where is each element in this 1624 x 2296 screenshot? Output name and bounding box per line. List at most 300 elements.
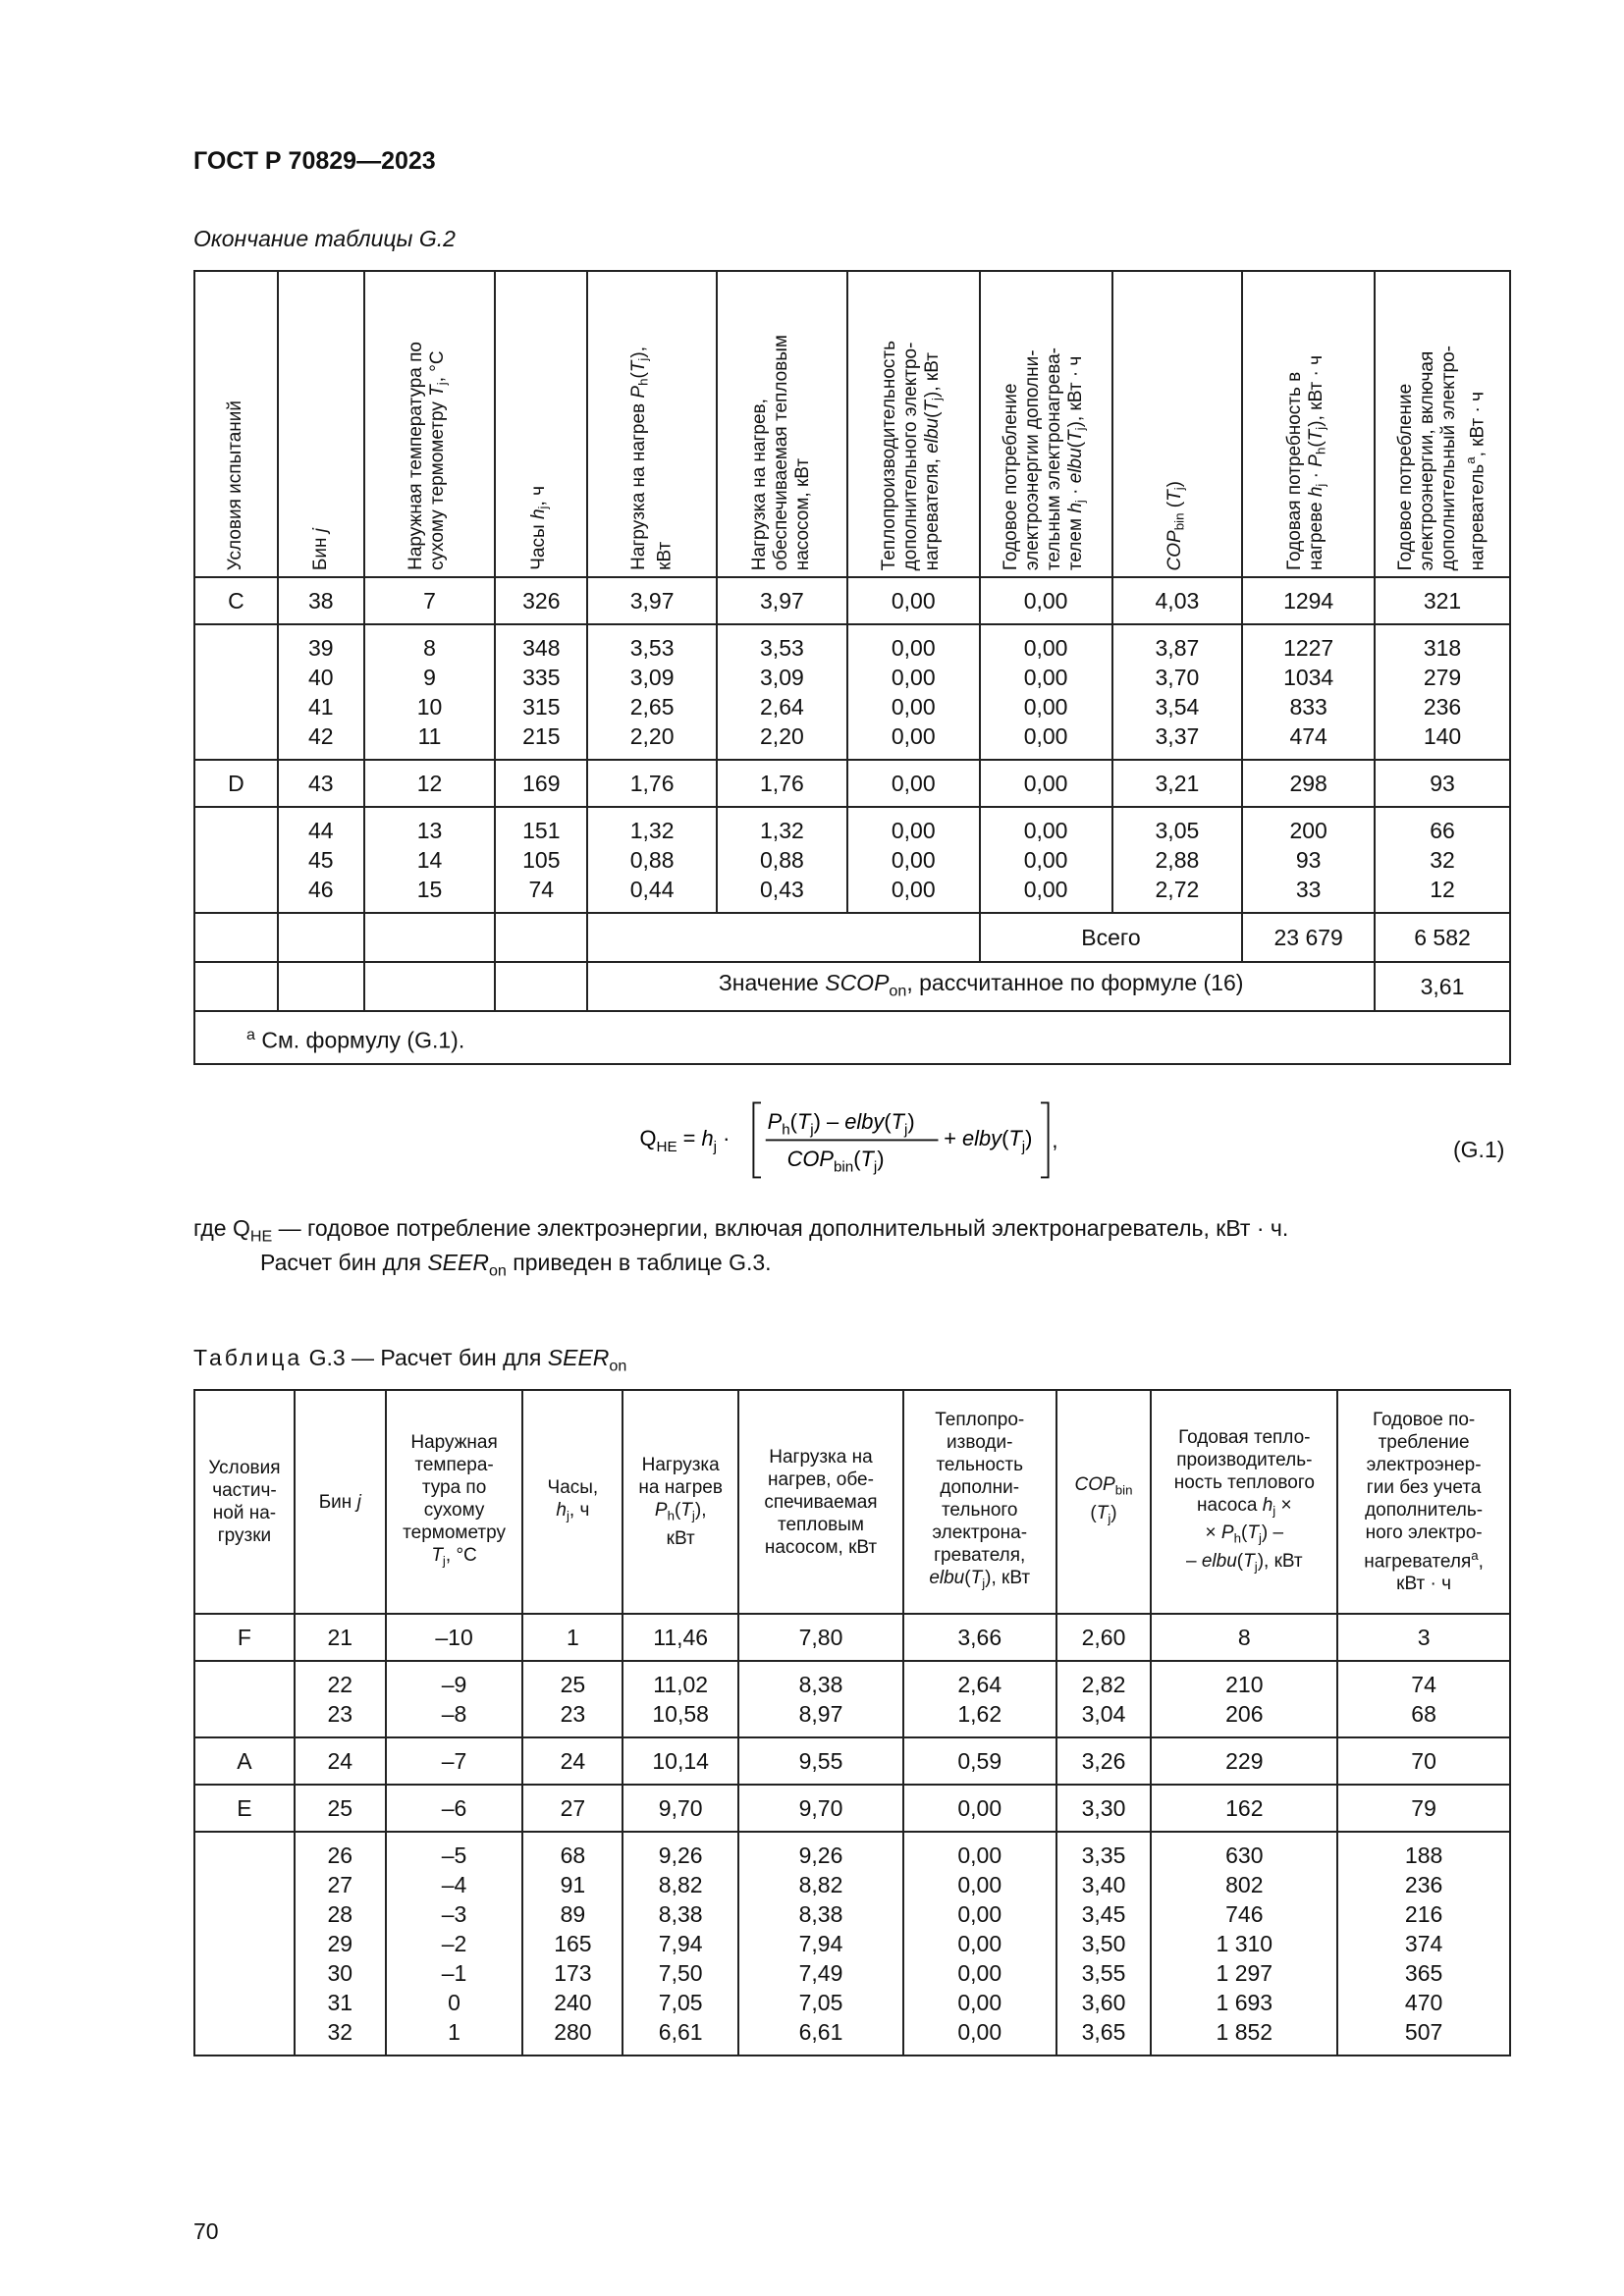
cell-value: 3,87 [1155,635,1200,661]
cell-value: 374 [1404,1931,1443,1956]
cell-value: 474 [1289,723,1327,749]
cell-value: 215 [522,723,561,749]
cell-value: 0,00 [957,1872,1002,1897]
empty-cell [495,962,587,1011]
cell-value: 470 [1404,1990,1443,2015]
value-cell [386,1832,523,2056]
total-consumption: 6 582 [1375,913,1510,962]
formula-numerator: $P_h(T_j)$ – $elby(T_j)$ [767,1109,915,1139]
col-header [717,271,847,577]
value-cell [364,760,496,807]
cell-value: 2,72 [1155,877,1200,902]
empty-cell [364,962,496,1011]
value-cell [278,807,364,913]
cell-value: 1 852 [1216,2019,1273,2045]
cell-value: 7,94 [798,1931,843,1956]
cell-value: –1 [441,1960,467,1986]
value-cell [386,1737,523,1785]
cell-value: 32 [327,2019,353,2045]
table-row-group [194,807,1510,913]
col-header [587,271,717,577]
value-cell [903,1832,1056,2056]
cell-value: 162 [1225,1795,1264,1821]
cell-value: 0,44 [629,877,675,902]
document-header: ГОСТ Р 70829—2023 [193,147,436,175]
value-cell [847,807,980,913]
total-demand: 23 679 [1242,913,1375,962]
cell-value: 14 [416,847,443,873]
cell-value: 348 [522,635,561,661]
value-cell [847,760,980,807]
value-cell [623,1614,738,1661]
cell-value: 0,59 [957,1748,1002,1774]
value-cell [278,760,364,807]
value-cell [295,1661,386,1737]
cell-value: 318 [1423,635,1462,661]
cell-value: 746 [1225,1901,1264,1927]
cell-value: 2,88 [1155,847,1200,873]
value-cell [903,1661,1056,1737]
cell-value: 3,45 [1081,1901,1126,1927]
col-header [847,271,980,577]
cell-value: 8,38 [658,1901,703,1927]
value-cell [295,1785,386,1832]
value-cell [386,1614,523,1661]
col-header: Теплопро- изводи- тельность дополни- тельного электрона- гревателя, $elbu(T_j)$, кВт [903,1390,1056,1614]
table-g2-body [194,577,1510,913]
value-cell [295,1614,386,1661]
value-cell [1151,1614,1337,1661]
cell-value: 28 [327,1901,353,1927]
cell-value: 2,65 [629,694,675,720]
cell-value: 7,94 [658,1931,703,1956]
cell-value: 21 [327,1625,353,1650]
cell-value: 210 [1225,1672,1264,1697]
cell-value: 0,00 [891,723,936,749]
cell-value: 3,97 [629,588,675,614]
value-cell [623,1785,738,1832]
cell-value: 0,00 [1023,723,1068,749]
value-cell [1112,760,1243,807]
cell-value: 0,00 [891,818,936,843]
value-cell [1112,807,1243,913]
cell-value: 335 [522,665,561,690]
cell-value: 38 [307,588,334,614]
table-row-group [194,624,1510,760]
cell-value: 4,03 [1155,588,1200,614]
cell-value: 105 [522,847,561,873]
value-cell [1375,577,1510,624]
condition-cell [194,807,278,913]
cell-value: 0,00 [1023,847,1068,873]
cell-value: 206 [1225,1701,1264,1727]
cell-value: 3,09 [629,665,675,690]
table-g3-body [194,1614,1510,2056]
col-header: Нагрузка на нагрев, обе- спечиваемая тепловым насосом, кВт [738,1390,903,1614]
cell-value: 1,76 [629,771,675,796]
col-header: Годовая тепло- производитель- ность теплового насоса $h_j$ × × $P_h(T_j)$ – – $elbu(T_j)$, кВт [1151,1390,1337,1614]
cell-value: 802 [1225,1872,1264,1897]
col-header [1375,271,1510,577]
cell-value: 9,70 [798,1795,843,1821]
total-row [194,913,1510,962]
col-label: Наружная температура по сухому термометру $T_j$, °C [406,342,450,570]
value-cell [903,1614,1056,1661]
cell-value: 79 [1411,1795,1436,1821]
cell-value: 0,00 [891,588,936,614]
value-cell [522,1832,623,2056]
value-cell [717,624,847,760]
value-cell [1375,760,1510,807]
cell-value: 3,30 [1081,1795,1126,1821]
value-cell [1151,1785,1337,1832]
value-cell [1151,1832,1337,2056]
cell-value: 3,50 [1081,1931,1126,1956]
value-cell [738,1785,903,1832]
value-cell [1375,624,1510,760]
cell-value: 9,26 [798,1842,843,1868]
condition-cell [194,1832,295,2056]
value-cell [522,1661,623,1737]
cell-value: 169 [522,771,561,796]
cell-value: 9 [423,665,436,690]
cell-value: 833 [1289,694,1327,720]
cell-value: 0,88 [629,847,675,873]
formula-g1 [628,1092,1080,1185]
condition-cell: A [194,1737,295,1785]
cell-value: 8,97 [798,1701,843,1727]
value-cell [1375,807,1510,913]
cell-value: 23 [560,1701,586,1727]
cell-value: 7,80 [798,1625,843,1650]
col-header [194,271,278,577]
cell-value: 0,00 [891,635,936,661]
table-g2 [193,270,1511,1065]
cell-value: 0,00 [891,847,936,873]
cell-value: 3,60 [1081,1990,1126,2015]
scop-row [194,962,1510,1011]
cell-value: 12 [1430,877,1455,902]
cell-value: 3,66 [957,1625,1002,1650]
cell-value: 15 [416,877,443,902]
value-cell [364,807,496,913]
cell-value: 1 693 [1216,1990,1273,2015]
cell-value: 0,00 [957,1990,1002,2015]
value-cell [364,624,496,760]
empty-cell [194,913,278,962]
col-header: $COP_{bin}$ $(T_j)$ [1056,1390,1152,1614]
cell-value: 8 [423,635,436,661]
cell-value: 10,14 [652,1748,709,1774]
cell-value: 27 [327,1872,353,1897]
value-cell [847,577,980,624]
value-cell [903,1737,1056,1785]
cell-value: 1227 [1283,635,1334,661]
condition-cell: D [194,760,278,807]
col-header [495,271,587,577]
col-header [278,271,364,577]
cell-value: 0,00 [957,1795,1002,1821]
value-cell [717,577,847,624]
table-footnote: $^a$ См. формулу (G.1). [194,1011,1510,1064]
value-cell [1056,1785,1152,1832]
cell-value: 66 [1430,818,1455,843]
cell-value: 1 [566,1625,579,1650]
value-cell [295,1737,386,1785]
cell-value: 13 [416,818,443,843]
cell-value: 200 [1289,818,1327,843]
table-row-group [194,1832,1510,2056]
condition-cell: C [194,577,278,624]
cell-value: 3,37 [1155,723,1200,749]
cell-value: 33 [1295,877,1322,902]
cell-value: 32 [1430,847,1455,873]
bins-note: Расчет бин для $SEER_{on}$ приведен в таблице G.3. [260,1250,772,1280]
value-cell [495,807,587,913]
value-cell [278,624,364,760]
cell-value: 0,00 [1023,818,1068,843]
col-header [1242,271,1375,577]
cell-value: 93 [1430,771,1455,796]
value-cell [980,807,1112,913]
cell-value: 11 [417,723,442,749]
cell-value: 24 [327,1748,353,1774]
value-cell [495,624,587,760]
value-cell [738,1614,903,1661]
value-cell [587,577,717,624]
value-cell [1056,1614,1152,1661]
value-cell [1151,1737,1337,1785]
cell-value: 0,43 [760,877,804,902]
value-cell [495,577,587,624]
col-header: Часы, $h_j$, ч [522,1390,623,1614]
value-cell [980,760,1112,807]
condition-cell [194,1661,295,1737]
cell-value: 240 [554,1990,592,2015]
cell-value: –2 [441,1931,467,1956]
value-cell [1151,1661,1337,1737]
cell-value: 0,88 [760,847,804,873]
empty-cell [847,913,980,962]
empty-cell [587,913,717,962]
value-cell [717,807,847,913]
cell-value: –5 [441,1842,467,1868]
cell-value: 3,65 [1081,2019,1126,2045]
col-label: $COP_{bin}$ $(T_j)$ [1164,480,1187,570]
cell-value: 7 [423,588,436,614]
cell-value: 6,61 [798,2019,843,2045]
cell-value: 280 [554,2019,592,2045]
cell-value: 12 [416,771,443,796]
cell-value: –9 [441,1672,467,1697]
cell-value: 0,00 [957,2019,1002,2045]
cell-value: 2,82 [1081,1672,1126,1697]
cell-value: 8 [1237,1625,1251,1650]
cell-value: 3,04 [1081,1701,1126,1727]
value-cell [738,1832,903,2056]
cell-value: 0,00 [1023,635,1068,661]
empty-cell [278,962,364,1011]
value-cell [1112,577,1243,624]
cell-value: 7,05 [798,1990,843,2015]
cell-value: 30 [327,1960,353,1986]
cell-value: 0,00 [1023,665,1068,690]
scop-label: Значение $SCOP_{on}$, рассчитанное по формуле (16) [587,962,1375,1011]
cell-value: 1 [448,2019,460,2045]
cell-value: 0,00 [957,1931,1002,1956]
table-row-group [194,1737,1510,1785]
cell-value: 70 [1411,1748,1436,1774]
cell-value: 9,26 [658,1842,703,1868]
cell-value: 0,00 [891,877,936,902]
cell-value: 3,70 [1155,665,1200,690]
empty-cell [364,913,496,962]
cell-value: 3,53 [629,635,675,661]
cell-value: 3,26 [1081,1748,1126,1774]
formula-denominator: $COP_{bin}(T_j)$ [786,1147,885,1176]
cell-value: 43 [307,771,334,796]
cell-value: 1,62 [957,1701,1002,1727]
value-cell [364,577,496,624]
cell-value: 3,55 [1081,1960,1126,1986]
cell-value: 236 [1423,694,1462,720]
formula-comma: , [1052,1128,1058,1152]
value-cell [1242,624,1375,760]
cell-value: 11,02 [653,1672,709,1697]
cell-value: 10,58 [652,1701,709,1727]
cell-value: 23 [327,1701,353,1727]
cell-value: 9,70 [658,1795,703,1821]
col-label: Условия испытаний [225,400,246,570]
value-cell [1242,577,1375,624]
cell-value: 0,00 [891,771,936,796]
cell-value: 8,82 [658,1872,703,1897]
formula-lhs: $Q_{HE} = h_j$ · [639,1126,731,1155]
cell-value: 68 [560,1842,586,1868]
cell-value: 0,00 [1023,694,1068,720]
value-cell [522,1737,623,1785]
col-header: Нагрузка на нагрев $P_h(T_j)$, кВт [623,1390,738,1614]
left-bracket-icon [753,1102,761,1177]
col-header [1112,271,1243,577]
cell-value: 326 [522,588,561,614]
value-cell [717,760,847,807]
cell-value: 236 [1404,1872,1443,1897]
cell-value: 229 [1225,1748,1264,1774]
value-cell [295,1832,386,2056]
cell-value: 3,40 [1081,1872,1126,1897]
cell-value: 1,32 [760,818,804,843]
col-label: Годовая потребность в нагреве $h_j \cdot P_h(T_j)$, кВт · ч [1284,354,1328,570]
cell-value: 3,05 [1155,818,1200,843]
cell-value: 0,00 [1023,588,1068,614]
value-cell [903,1785,1056,1832]
col-label: Теплопроизводительность дополнительного электро- нагревателя, $elbu(T_j)$, кВт [878,340,945,570]
table-row-group [194,1661,1510,1737]
value-cell [623,1737,738,1785]
cell-value: 0,00 [1023,877,1068,902]
empty-cell [495,913,587,962]
cell-value: 8,82 [798,1872,843,1897]
cell-value: 91 [560,1872,586,1897]
cell-value: 93 [1295,847,1322,873]
page-number: 70 [193,2218,219,2244]
cell-value: 1,32 [629,818,675,843]
cell-value: 630 [1225,1842,1264,1868]
value-cell [522,1785,623,1832]
value-cell [587,624,717,760]
value-cell [1056,1832,1152,2056]
col-label: Нагрузка на нагрев $P_h(T_j)$, кВт [627,347,676,570]
col-label: Годовое потребление электроэнергии, включая дополнительный электро- нагреватель$^a$, кВт · ч [1395,345,1489,570]
cell-value: 68 [1411,1701,1436,1727]
cell-value: 7,50 [658,1960,703,1986]
value-cell [1242,760,1375,807]
cell-value: 3,53 [760,635,804,661]
cell-value: 0,00 [957,1960,1002,1986]
value-cell [386,1661,523,1737]
cell-value: 1 297 [1216,1960,1273,1986]
cell-value: 22 [327,1672,353,1697]
cell-value: 507 [1404,2019,1443,2045]
cell-value: 3,09 [760,665,804,690]
footnote-text: См. формулу (G.1). [261,1027,465,1053]
cell-value: 216 [1404,1901,1443,1927]
value-cell [1056,1737,1152,1785]
cell-value: –10 [435,1625,473,1650]
formula-tail: + $elby(T_j)$ [944,1126,1033,1155]
cell-value: 1294 [1283,588,1334,614]
cell-value: 365 [1404,1960,1443,1986]
value-cell [623,1832,738,2056]
cell-value: 11,46 [653,1625,709,1650]
cell-value: –3 [441,1901,467,1927]
condition-cell: E [194,1785,295,1832]
col-header [980,271,1112,577]
cell-value: 3 [1417,1625,1431,1650]
value-cell [587,760,717,807]
cell-value: 279 [1423,665,1462,690]
cell-value: –7 [441,1748,467,1774]
cell-value: 39 [307,635,334,661]
cell-value: 0,00 [891,665,936,690]
cell-value: 3,21 [1155,771,1200,796]
value-cell [1337,1661,1510,1737]
table-g3 [193,1389,1511,2056]
cell-value: 10 [416,694,443,720]
right-bracket-icon [1041,1102,1049,1177]
cell-value: 7,05 [658,1990,703,2015]
cell-value: 24 [560,1748,586,1774]
cell-value: 165 [554,1931,592,1956]
cell-value: 0 [448,1990,460,2015]
value-cell [522,1614,623,1661]
cell-value: 173 [554,1960,592,1986]
col-label: Часы $h_j$, ч [528,486,551,570]
value-cell [738,1661,903,1737]
cell-value: 140 [1423,723,1462,749]
col-label: Бин j [309,527,331,570]
table-continuation-caption: Окончание таблицы G.2 [193,226,456,251]
value-cell [738,1737,903,1785]
cell-value: 1,76 [760,771,804,796]
value-cell [1337,1737,1510,1785]
cell-value: 26 [327,1842,353,1868]
cell-value: 1034 [1283,665,1334,690]
cell-value: 25 [560,1672,586,1697]
cell-value: 298 [1289,771,1327,796]
value-cell [1337,1785,1510,1832]
